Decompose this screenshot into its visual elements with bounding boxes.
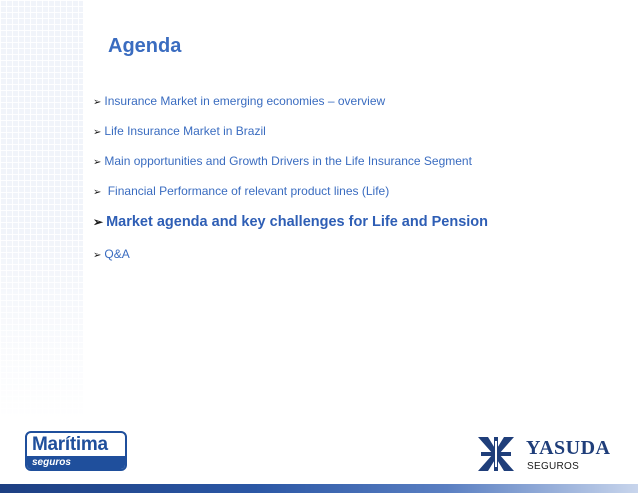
agenda-item-4 [93, 184, 389, 198]
agenda-item-label: Q&A [104, 247, 130, 261]
agenda-item-3 [93, 154, 472, 168]
agenda-item-label: Insurance Market in emerging economies – overview [104, 94, 386, 108]
agenda-item-1 [93, 94, 385, 108]
agenda-item-2 [93, 124, 266, 138]
agenda-item-label: Life Insurance Market in Brazil [104, 124, 266, 138]
maritima-logo [25, 431, 127, 471]
maritima-logo-sub: seguros [27, 456, 125, 469]
agenda-item-label: Main opportunities and Growth Drivers in the Life Insurance Segment [104, 154, 472, 168]
decorative-grid-strip [0, 0, 83, 420]
bullet-arrow-icon: ➢ [93, 97, 102, 108]
agenda-item-label: Market agenda and key challenges for Life and Pension [106, 214, 489, 230]
yasuda-logo-name: YASUDA [526, 437, 611, 459]
bullet-arrow-icon: ➢ [93, 127, 102, 138]
agenda-item-5-highlighted [93, 214, 488, 230]
bullet-arrow-icon: ➢ [93, 157, 102, 168]
agenda-item-6 [93, 247, 130, 261]
yasuda-logo-sub: SEGUROS [527, 461, 580, 472]
agenda-item-label: Financial Performance of relevant product lines (Life) [104, 184, 390, 198]
bullet-arrow-icon: ➢ [93, 187, 102, 198]
page-title: Agenda [108, 35, 182, 57]
maritima-logo-name: Marítima [32, 434, 108, 455]
bullet-arrow-icon: ➢ [93, 250, 102, 261]
yasuda-emblem-icon [475, 435, 517, 473]
bullet-arrow-icon: ➢ [93, 215, 104, 229]
footer-gradient-bar [0, 484, 638, 493]
